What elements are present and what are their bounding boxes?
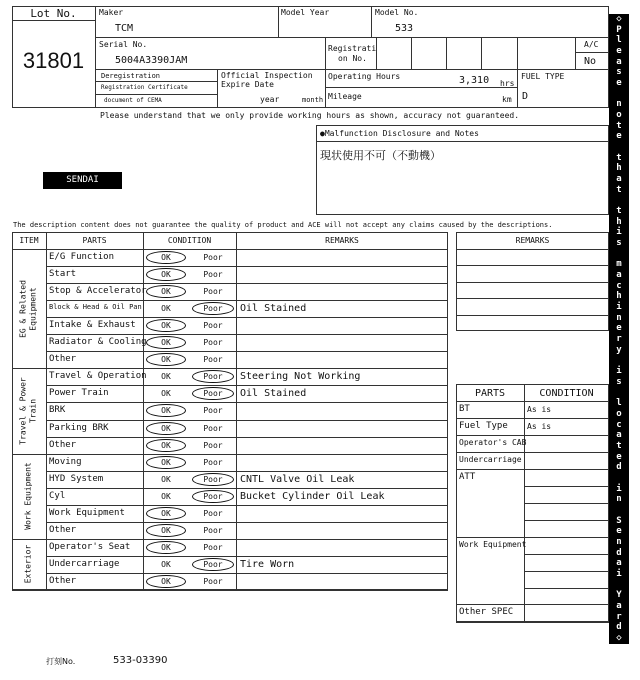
ok-option: OK xyxy=(161,491,171,501)
part-label: Other xyxy=(49,524,77,535)
ok-option: OK xyxy=(161,304,171,314)
part-label: Other xyxy=(49,575,77,586)
ok-option: OK xyxy=(161,423,171,433)
right-condition-header: CONDITION xyxy=(539,388,594,399)
poor-option: Poor xyxy=(203,372,223,382)
right-remarks-header: REMARKS xyxy=(515,236,550,245)
spec-condition-value: As is xyxy=(527,405,552,414)
poor-option: Poor xyxy=(203,576,223,586)
disclaimer-text: The description content does not guarantee the quality of product and ACE will not accept any claims caused by the descriptions. xyxy=(13,221,553,229)
ok-option: OK xyxy=(161,525,171,535)
malfunction-title: ●Malfunction Disclosure and Notes xyxy=(320,129,479,138)
selected-condition-circle xyxy=(146,456,186,469)
part-label: BRK xyxy=(49,405,66,416)
ok-option: OK xyxy=(161,457,171,467)
poor-option: Poor xyxy=(203,559,223,569)
spec-part-label: BT xyxy=(459,404,470,414)
notice-text: Please understand that we only provide working hours as shown, accuracy not guaranteed. xyxy=(100,111,520,120)
ok-option: OK xyxy=(161,474,171,484)
ok-option: OK xyxy=(161,355,171,365)
model-no-value: 533 xyxy=(395,23,414,34)
header-block xyxy=(12,6,609,108)
spec-part-label: Undercarriage xyxy=(459,455,522,464)
inspection-label-2: Expire Date xyxy=(221,80,274,89)
mileage-label: Mileage xyxy=(328,92,362,101)
part-label: Other xyxy=(49,439,77,450)
selected-condition-circle xyxy=(146,507,186,520)
operating-hours-value: 3,310 xyxy=(459,75,490,86)
fuel-type-value: D xyxy=(522,91,529,102)
header-condition: CONDITION xyxy=(167,236,212,245)
spec-part-label: Other SPEC xyxy=(459,607,514,617)
poor-option: Poor xyxy=(203,474,223,484)
registration-label-1: Registrati xyxy=(328,44,377,53)
poor-option: Poor xyxy=(203,389,223,399)
part-label: Radiator & Cooling xyxy=(49,337,147,348)
ok-option: OK xyxy=(161,372,171,382)
malfunction-text: 現状使用不可（不動機） xyxy=(320,149,441,162)
lot-no: 31801 xyxy=(22,48,85,73)
ok-option: OK xyxy=(161,542,171,552)
selected-condition-circle xyxy=(146,285,186,298)
ok-option: OK xyxy=(161,576,171,586)
poor-option: Poor xyxy=(203,508,223,518)
ok-option: OK xyxy=(161,253,171,262)
ok-option: OK xyxy=(161,389,171,399)
remark-text: Tire Worn xyxy=(240,558,295,570)
header-remarks: REMARKS xyxy=(325,236,359,245)
poor-option: Poor xyxy=(203,440,223,450)
ok-option: OK xyxy=(161,321,171,331)
ok-option: OK xyxy=(161,338,171,348)
poor-option: Poor xyxy=(203,321,223,331)
header-parts: PARTS xyxy=(82,236,107,245)
poor-option: Poor xyxy=(203,270,223,280)
header-item: ITEM xyxy=(19,236,39,245)
year-label: year xyxy=(260,95,280,104)
location-sidebar: ◇ P l e a s e n o t e t h a t t h i s m a c h i n e r y i s l o c a t e d i n S e n d a i Y a r d ◇ xyxy=(609,14,629,644)
group-label: Travel & Power Train xyxy=(19,377,38,445)
inspection-label-1: Official Inspection xyxy=(221,71,313,80)
reg-cert-label: Registration Certificate xyxy=(101,84,188,91)
poor-option: Poor xyxy=(203,457,223,467)
spec-condition-value: As is xyxy=(527,422,552,431)
ac-value: No xyxy=(584,56,597,67)
selected-condition-circle xyxy=(146,251,186,264)
selected-condition-circle xyxy=(192,558,234,571)
part-label: Power Train xyxy=(49,388,109,399)
part-label: Intake & Exhaust xyxy=(49,320,136,331)
spec-part-label: Fuel Type xyxy=(459,421,508,431)
location-badge: SENDAI xyxy=(43,172,122,189)
malfunction-box xyxy=(316,125,609,215)
ac-label: A/C xyxy=(584,40,599,49)
poor-option: Poor xyxy=(203,525,223,535)
part-label: Block & Head & Oil Pan xyxy=(49,303,142,312)
poor-option: Poor xyxy=(203,355,223,365)
fuel-type-label: FUEL TYPE xyxy=(521,72,565,81)
ok-option: OK xyxy=(161,287,171,297)
ok-option: OK xyxy=(161,508,171,518)
selected-condition-circle xyxy=(146,541,186,554)
remark-text: Oil Stained xyxy=(240,303,307,315)
part-label: Operator's Seat xyxy=(49,541,131,552)
remark-text: Bucket Cylinder Oil Leak xyxy=(240,490,385,502)
model-year-label: Model Year xyxy=(281,8,330,17)
poor-option: Poor xyxy=(203,406,223,416)
poor-option: Poor xyxy=(203,287,223,297)
remark-text: Steering Not Working xyxy=(240,371,361,383)
part-label: Travel & Operation xyxy=(49,371,147,382)
selected-condition-circle xyxy=(146,268,186,281)
part-label: Other xyxy=(49,354,77,365)
model-no-label: Model No. xyxy=(375,8,419,17)
group-label: Exterior xyxy=(24,545,34,584)
lot-no-label: Lot No. xyxy=(30,7,77,20)
poor-option: Poor xyxy=(203,423,223,433)
selected-condition-circle xyxy=(192,473,234,486)
right-parts-header: PARTS xyxy=(474,388,506,399)
maker-label: Maker xyxy=(99,8,124,17)
selected-condition-circle xyxy=(146,439,186,452)
operating-hours-label: Operating Hours xyxy=(328,72,401,81)
part-label: Undercarriage xyxy=(49,558,120,569)
remark-text: CNTL Valve Oil Leak xyxy=(240,473,355,485)
ok-option: OK xyxy=(161,440,171,450)
spec-part-label: Work Equipment xyxy=(459,540,527,549)
selected-condition-circle xyxy=(146,524,186,537)
stamp-label: 打刻No. xyxy=(46,657,76,666)
part-label: Cyl xyxy=(49,490,66,501)
stamp-no: 533-03390 xyxy=(113,655,168,666)
spec-part-label: ATT xyxy=(459,472,476,482)
part-label: E/G Function xyxy=(49,252,115,262)
remark-text: Oil Stained xyxy=(240,388,307,400)
group-label: EG & Related Equipment xyxy=(19,279,38,338)
km-label: km xyxy=(502,95,512,104)
ok-option: OK xyxy=(161,406,171,416)
spec-part-label: Operator's CAB xyxy=(459,438,527,447)
poor-option: Poor xyxy=(203,338,223,348)
cema-label: document of CEMA xyxy=(104,97,162,104)
poor-option: Poor xyxy=(203,491,223,501)
part-label: Work Equipment xyxy=(49,507,125,518)
part-label: Parking BRK xyxy=(49,422,109,433)
part-label: Stop & Accelerator xyxy=(49,286,147,297)
selected-condition-circle xyxy=(146,422,186,435)
deregistration-label: Deregistration xyxy=(101,72,161,80)
poor-option: Poor xyxy=(203,542,223,552)
selected-condition-circle xyxy=(146,575,186,588)
month-label: month xyxy=(302,96,324,104)
serial-no-value: 5004A3390JAM xyxy=(115,55,188,66)
ok-option: OK xyxy=(161,270,171,280)
condition-table xyxy=(12,232,448,590)
registration-label-2: on No. xyxy=(338,54,367,63)
part-label: Start xyxy=(49,269,77,280)
selected-condition-circle xyxy=(192,490,234,503)
part-label: Moving xyxy=(49,456,82,467)
ok-option: OK xyxy=(161,559,171,569)
group-label: Work Equipment xyxy=(24,462,33,530)
poor-option: Poor xyxy=(203,253,223,262)
poor-option: Poor xyxy=(203,304,223,314)
maker-value: TCM xyxy=(115,23,134,34)
part-label: HYD System xyxy=(49,473,104,484)
hrs-label: hrs xyxy=(500,79,515,88)
serial-no-label: Serial No. xyxy=(99,40,148,49)
